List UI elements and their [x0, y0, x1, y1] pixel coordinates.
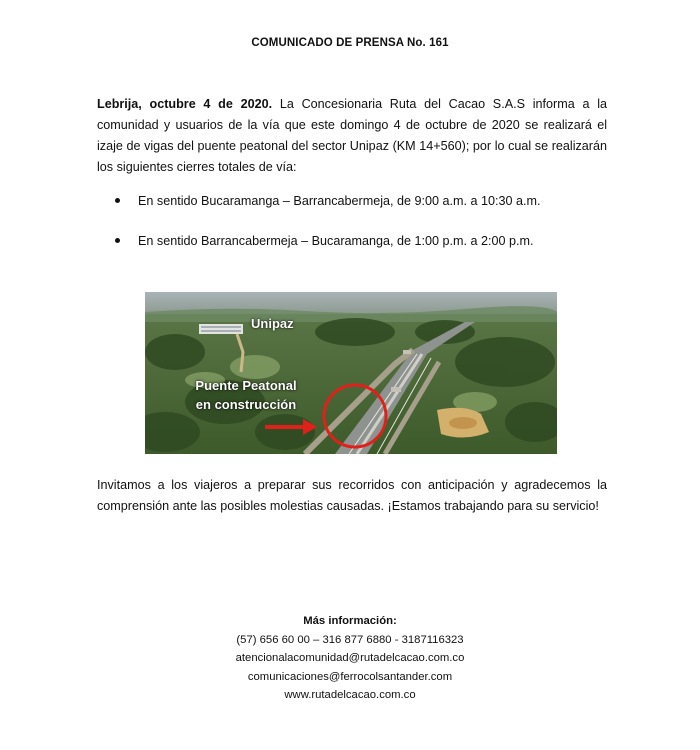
- photo-label-bridge: [183, 376, 309, 414]
- bullet-icon: [115, 198, 120, 203]
- contact-email-community[interactable]: atencionalacomunidad@rutadelcacao.com.co: [235, 652, 465, 664]
- closure-text: En sentido Bucaramanga – Barrancabermeja, de 9:00 a.m. a 10:30 a.m.: [138, 194, 541, 208]
- closure-item: [115, 231, 605, 251]
- contact-phones: (57) 656 60 00 – 316 877 6880 - 3187116323: [236, 633, 464, 646]
- contact-website[interactable]: www.rutadelcacao.com.co: [284, 689, 416, 701]
- intro-paragraph: [97, 94, 607, 178]
- contact-block: [0, 612, 700, 705]
- closure-text: En sentido Barrancabermeja – Bucaramanga, de 1:00 p.m. a 2:00 p.m.: [138, 234, 534, 248]
- photo-label-unipaz: Unipaz: [251, 316, 294, 331]
- dateline: Lebrija, octubre 4 de 2020.: [97, 97, 273, 111]
- press-release-title: COMUNICADO DE PRENSA No. 161: [251, 37, 449, 49]
- aerial-photo: [145, 292, 557, 454]
- bullet-icon: [115, 238, 120, 243]
- closure-item: [115, 191, 605, 211]
- photo-label-bridge-line1: Puente Peatonal: [195, 378, 297, 393]
- aerial-photo-illustration: [145, 292, 557, 454]
- closure-list: [115, 191, 605, 251]
- photo-label-bridge-line2: en construcción: [195, 397, 297, 412]
- contact-heading: Más información:: [303, 615, 397, 627]
- intro-text: La Concesionaria Ruta del Cacao S.A.S informa a la comunidad y usuarios de la vía que este domingo 4 de octubre de 2020 se realizará el izaje de vigas del puente peatonal del sector Unipaz (KM 14+560); por lo cual se realizarán los siguientes cierres totales de vía:: [97, 97, 607, 174]
- contact-email-press[interactable]: comunicaciones@ferrocolsantander.com: [247, 670, 453, 683]
- closing-paragraph: Invitamos a los viajeros a preparar sus recorridos con anticipación y agradecemos la comprensión ante las posibles molestias causadas. ¡Estamos trabajando para su servicio!: [97, 478, 607, 513]
